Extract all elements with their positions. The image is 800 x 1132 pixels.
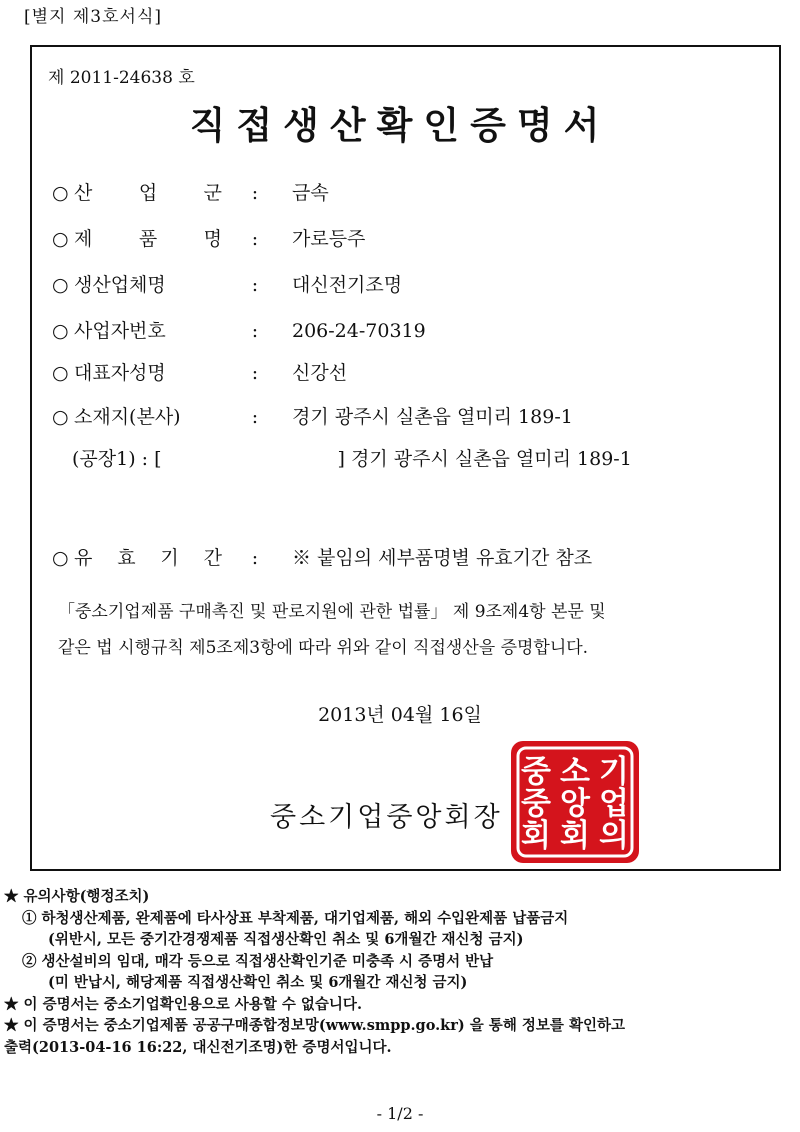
svg-text:중: 중 [521,754,551,790]
field-value: 경기 광주시 실촌읍 열미리 189-1 [292,406,573,428]
factory-address [72,444,632,471]
field-validity-period [52,543,592,570]
field-label: 생산업체명 [74,274,166,296]
field-value: 가로등주 [292,228,366,250]
note-item: ① 하청생산제품, 완제품에 타사상표 부착제품, 대기업제품, 해외 수입완제품 납품금지 [22,909,569,927]
svg-text:의: 의 [599,818,629,854]
note-item: ★ 이 증명서는 중소기업확인용으로 사용할 수 없습니다. [4,995,362,1013]
bullet-icon: ○ [52,320,69,342]
bullet-icon: ○ [52,228,69,250]
certificate-number: 제 2011-24638 호 [48,68,195,88]
note-item: ② 생산설비의 임대, 매각 등으로 직접생산확인기준 미충족 시 증명서 반납 [22,952,494,970]
field-value: 206-24-70319 [292,320,426,342]
field-value: 대신전기조명 [292,274,403,296]
bullet-icon: ○ [52,406,69,428]
field-representative [52,358,347,385]
svg-text:앙: 앙 [560,786,590,822]
factory-bracket-close: ] [337,448,345,470]
svg-text:기: 기 [599,754,629,790]
svg-text:회: 회 [560,818,590,854]
field-colon: : [251,274,259,296]
field-label: 사업자번호 [74,320,166,342]
field-value: 신강선 [292,362,348,384]
svg-text:업: 업 [599,786,629,822]
field-colon: : [251,406,259,428]
notes-heading: ★ 유의사항(행정조치) [4,888,150,905]
factory-value: 경기 광주시 실촌읍 열미리 189-1 [350,448,632,470]
field-colon: : [251,362,259,384]
law-text-line-2: 같은 법 시행규칙 제5조제3항에 따라 위와 같이 직접생산을 증명합니다. [58,638,589,658]
factory-label: (공장1) : [ [72,448,162,470]
certificate-title: 직접생산확인증명서 [189,103,611,147]
note-item: 출력(2013-04-16 16:22, 대신전기조명)한 증명서입니다. [4,1038,392,1056]
field-colon: : [251,320,259,342]
svg-text:중: 중 [521,786,551,822]
field-label: 유 효 기 간 [74,547,222,569]
field-head-office-address [52,402,573,429]
bullet-icon: ○ [52,547,69,569]
form-number-tag: [별지 제3호서식] [24,7,163,27]
field-label: 산 업 군 [74,182,222,204]
field-business-number [52,316,426,343]
page-number: - 1/2 - [376,1104,424,1123]
field-colon: : [251,228,259,250]
note-item: (미 반납시, 해당제품 직접생산확인 취소 및 6개월간 재신청 금지) [48,974,468,991]
field-colon: : [251,182,259,204]
issuer-name: 중소기업중앙회장 [270,802,503,833]
field-industry [52,178,329,205]
note-item: ★ 이 증명서는 중소기업제품 공공구매종합정보망(www.smpp.go.kr) 을 통해 정보를 확인하고 [4,1017,625,1034]
field-colon: : [251,547,259,569]
law-text-line-1: 「중소기업제품 구매촉진 및 판로지원에 관한 법률」 제 9조제4항 본문 및 [58,602,606,622]
svg-text:소: 소 [560,754,590,790]
field-product-name [52,224,365,251]
field-value: 금속 [292,182,329,204]
field-label: 제 품 명 [74,228,222,250]
field-company-name [52,270,402,297]
note-item: (위반시, 모든 중기간경쟁제품 직접생산확인 취소 및 6개월간 재신청 금지) [48,931,524,948]
bullet-icon: ○ [52,362,69,384]
field-value: ※ 붙임의 세부품명별 유효기간 참조 [292,547,593,569]
bullet-icon: ○ [52,182,69,204]
field-label: 대표자성명 [74,362,166,384]
issue-date: 2013년 04월 16일 [318,704,482,726]
bullet-icon: ○ [52,274,69,296]
svg-text:회: 회 [521,818,551,854]
precautions-notes [4,886,625,1058]
field-label: 소재지(본사) [74,406,181,428]
official-seal-icon [507,738,643,866]
